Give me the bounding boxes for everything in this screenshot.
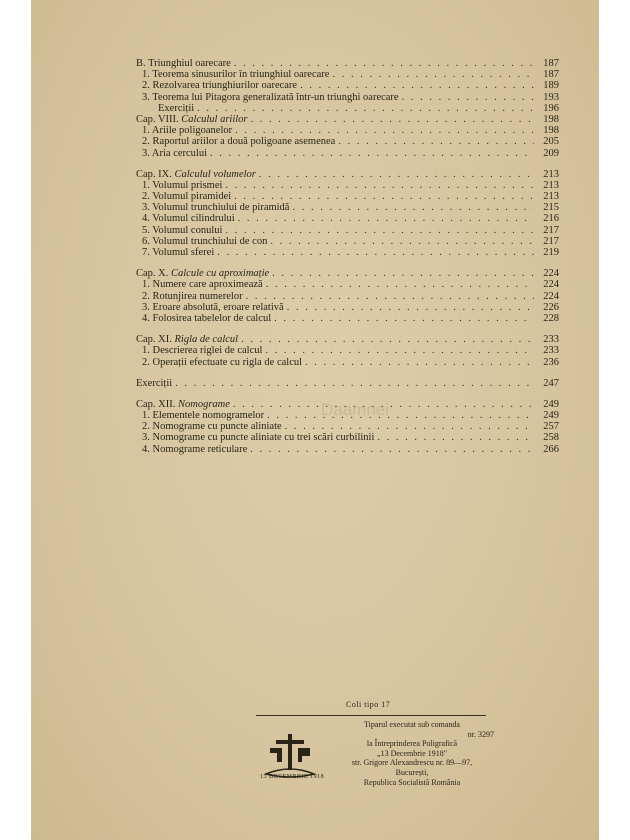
toc-title: 4. Folosirea tabelelor de calcul bbox=[142, 312, 272, 324]
imprint-line: București, bbox=[395, 767, 429, 777]
dot-leader bbox=[300, 80, 534, 91]
dot-leader bbox=[235, 125, 534, 136]
dot-leader bbox=[175, 378, 534, 389]
dot-leader bbox=[225, 180, 534, 191]
page-number: 205 bbox=[543, 136, 559, 148]
toc-row bbox=[136, 236, 559, 247]
toc-row bbox=[136, 191, 559, 202]
toc-row bbox=[136, 268, 559, 279]
dot-leader bbox=[402, 92, 534, 103]
toc-row bbox=[136, 357, 559, 368]
page-number: 257 bbox=[543, 421, 559, 433]
toc-title: 1. Teorema sinusurilor în triunghiul oarecare bbox=[142, 69, 330, 81]
dot-leader bbox=[377, 432, 534, 443]
imprint-line: Republica Socialistă România bbox=[363, 777, 461, 787]
dot-leader bbox=[197, 103, 534, 114]
toc-title: 1. Ariile poligoanelor bbox=[142, 125, 233, 137]
page-number: 215 bbox=[543, 202, 559, 214]
page-number: 247 bbox=[543, 377, 559, 389]
toc-row bbox=[136, 103, 559, 114]
toc-row bbox=[136, 69, 559, 80]
toc-title: 2. Rezolvarea triunghiurilor oarecare bbox=[142, 80, 298, 92]
page-number: 198 bbox=[543, 113, 559, 125]
toc-row bbox=[136, 148, 559, 159]
toc-title bbox=[136, 169, 256, 180]
page-number: 219 bbox=[543, 247, 559, 258]
watermark: Daamnei bbox=[321, 400, 390, 419]
page-number: 187 bbox=[543, 69, 559, 81]
chapter-title: Calculul ariilor bbox=[181, 113, 248, 125]
page-number: 198 bbox=[543, 125, 559, 137]
toc-title: Exerciții bbox=[158, 102, 195, 114]
toc-row bbox=[136, 444, 559, 455]
imprint-line: nr. 3297 bbox=[467, 729, 494, 739]
page-number: 217 bbox=[543, 224, 559, 236]
dot-leader bbox=[292, 202, 534, 213]
page-number: 187 bbox=[543, 58, 559, 69]
toc-row bbox=[136, 421, 559, 432]
chapter-number: Cap. VIII. bbox=[136, 113, 179, 125]
toc-row bbox=[136, 334, 559, 345]
toc-row bbox=[136, 432, 559, 443]
toc-title: 3. Volumul trunchiului de piramidă bbox=[142, 202, 290, 214]
page-number: 226 bbox=[543, 301, 559, 313]
dot-leader bbox=[217, 247, 534, 258]
toc-title: 4. Nomograme reticulare bbox=[142, 443, 248, 455]
coli-tipo: Coli tipo 17 bbox=[346, 700, 391, 709]
toc-title: 5. Volumul conului bbox=[142, 224, 223, 236]
imprint-block bbox=[330, 720, 494, 787]
dot-leader bbox=[266, 279, 534, 290]
toc-row bbox=[136, 169, 559, 180]
toc-title: 2. Rotunjirea numerelor bbox=[142, 290, 243, 302]
toc-title: 2. Nomograme cu puncte aliniate bbox=[142, 421, 282, 433]
toc-row bbox=[136, 202, 559, 213]
page-number: 236 bbox=[543, 356, 559, 368]
toc-title: 1. Numere care aproximează bbox=[142, 279, 263, 291]
page-number: 224 bbox=[543, 268, 559, 280]
toc-title: 4. Volumul cilindrului bbox=[142, 213, 235, 225]
dot-leader bbox=[246, 291, 534, 302]
toc-row bbox=[136, 125, 559, 136]
toc-title bbox=[136, 334, 238, 345]
page-number: 233 bbox=[543, 334, 559, 346]
dot-leader bbox=[251, 114, 534, 125]
chapter-number: Cap. XII. bbox=[136, 398, 176, 410]
toc-title: 1. Elementele nomogramelor bbox=[142, 410, 265, 422]
toc-title: 6. Volumul trunchiului de con bbox=[142, 235, 268, 247]
dot-leader bbox=[259, 169, 534, 180]
page-number: 213 bbox=[543, 179, 559, 191]
toc-row bbox=[136, 291, 559, 302]
imprint-line: la Întreprinderea Poligrafică bbox=[366, 739, 458, 749]
toc-title: 2. Raportul ariilor a două poligoane asemenea bbox=[142, 136, 336, 148]
table-of-contents bbox=[136, 58, 559, 455]
dot-leader bbox=[338, 136, 534, 147]
page-number: 224 bbox=[543, 279, 559, 291]
toc-row bbox=[136, 410, 559, 421]
chapter-title: Nomograme bbox=[178, 398, 230, 410]
toc-row bbox=[136, 302, 559, 313]
dot-leader bbox=[250, 444, 534, 455]
divider bbox=[256, 715, 486, 716]
dot-leader bbox=[234, 191, 534, 202]
toc-row bbox=[136, 345, 559, 356]
dot-leader bbox=[305, 357, 534, 368]
page-number: 249 bbox=[543, 398, 559, 410]
toc-row bbox=[136, 58, 559, 69]
dot-leader bbox=[285, 421, 534, 432]
toc-title bbox=[136, 268, 269, 279]
dot-leader bbox=[265, 345, 534, 356]
toc-title: 3. Nomograme cu puncte aliniate cu trei scări curbilinii bbox=[142, 432, 375, 444]
toc-title: 3. Teorema lui Pitagora generalizată într-un triunghi oarecare bbox=[142, 91, 399, 103]
toc-title: 1. Volumul prismei bbox=[142, 179, 223, 191]
page-number: 193 bbox=[543, 91, 559, 103]
toc-row bbox=[136, 136, 559, 147]
dot-leader bbox=[287, 302, 534, 313]
toc-title: 3. Eroare absolută, eroare relativă bbox=[142, 301, 284, 313]
page-number: 209 bbox=[543, 147, 559, 159]
toc-row bbox=[136, 180, 559, 191]
toc-title: Exerciții bbox=[136, 377, 173, 389]
toc-title: B. Triunghiul oarecare bbox=[136, 58, 231, 69]
dot-leader bbox=[272, 268, 534, 279]
chapter-title: Calculul volumelor bbox=[174, 168, 256, 180]
book-page bbox=[31, 0, 599, 840]
toc-title: 7. Volumul sferei bbox=[142, 247, 215, 258]
page-number: 249 bbox=[543, 410, 559, 422]
chapter-number: Cap. X. bbox=[136, 268, 169, 280]
toc-title: 2. Volumul piramidei bbox=[142, 191, 232, 203]
page-number: 266 bbox=[543, 443, 559, 455]
page-number: 213 bbox=[543, 191, 559, 203]
toc-row bbox=[136, 378, 559, 389]
toc-title bbox=[136, 114, 248, 125]
imprint-line: str. Grigore Alexandrescu nr. 89—97, bbox=[351, 758, 473, 768]
logo-caption: 13 DECEMBRIE 1918 bbox=[260, 774, 325, 780]
dot-leader bbox=[241, 334, 534, 345]
chapter-title: Calcule cu aproximație bbox=[171, 268, 270, 280]
dot-leader bbox=[274, 313, 534, 324]
toc-title: 2. Operații efectuate cu rigla de calcul bbox=[142, 356, 303, 368]
imprint-line: Tiparul executat sub comanda bbox=[364, 720, 460, 729]
page-number: 217 bbox=[543, 235, 559, 247]
dot-leader bbox=[225, 225, 534, 236]
toc-row bbox=[136, 213, 559, 224]
toc-row bbox=[136, 313, 559, 324]
toc-row bbox=[136, 225, 559, 236]
chapter-title: Rigla de calcul bbox=[174, 334, 239, 346]
dot-leader bbox=[234, 58, 534, 69]
toc-row bbox=[136, 92, 559, 103]
page-number: 233 bbox=[543, 345, 559, 357]
chapter-number: Cap. IX. bbox=[136, 168, 172, 180]
dot-leader bbox=[210, 148, 534, 159]
page-number: 258 bbox=[543, 432, 559, 444]
imprint-line: „13 Decembrie 1918" bbox=[377, 748, 447, 758]
toc-row bbox=[136, 80, 559, 91]
toc-title bbox=[136, 399, 230, 410]
chapter-number: Cap. XI. bbox=[136, 334, 172, 346]
page-number: 216 bbox=[543, 213, 559, 225]
dot-leader bbox=[238, 213, 534, 224]
page-number: 224 bbox=[543, 290, 559, 302]
dot-leader bbox=[270, 236, 534, 247]
toc-row bbox=[136, 279, 559, 290]
page-number: 213 bbox=[543, 168, 559, 180]
toc-title: 1. Descrierea riglei de calcul bbox=[142, 345, 263, 357]
toc-title: 3. Aria cercului bbox=[142, 147, 208, 159]
toc-row bbox=[136, 114, 559, 125]
page-number: 228 bbox=[543, 312, 559, 324]
toc-row bbox=[136, 399, 559, 410]
dot-leader bbox=[233, 399, 534, 410]
dot-leader bbox=[332, 69, 534, 80]
toc-row bbox=[136, 247, 559, 258]
dot-leader bbox=[267, 410, 534, 421]
page-number: 196 bbox=[543, 102, 559, 114]
page-number: 189 bbox=[543, 80, 559, 92]
